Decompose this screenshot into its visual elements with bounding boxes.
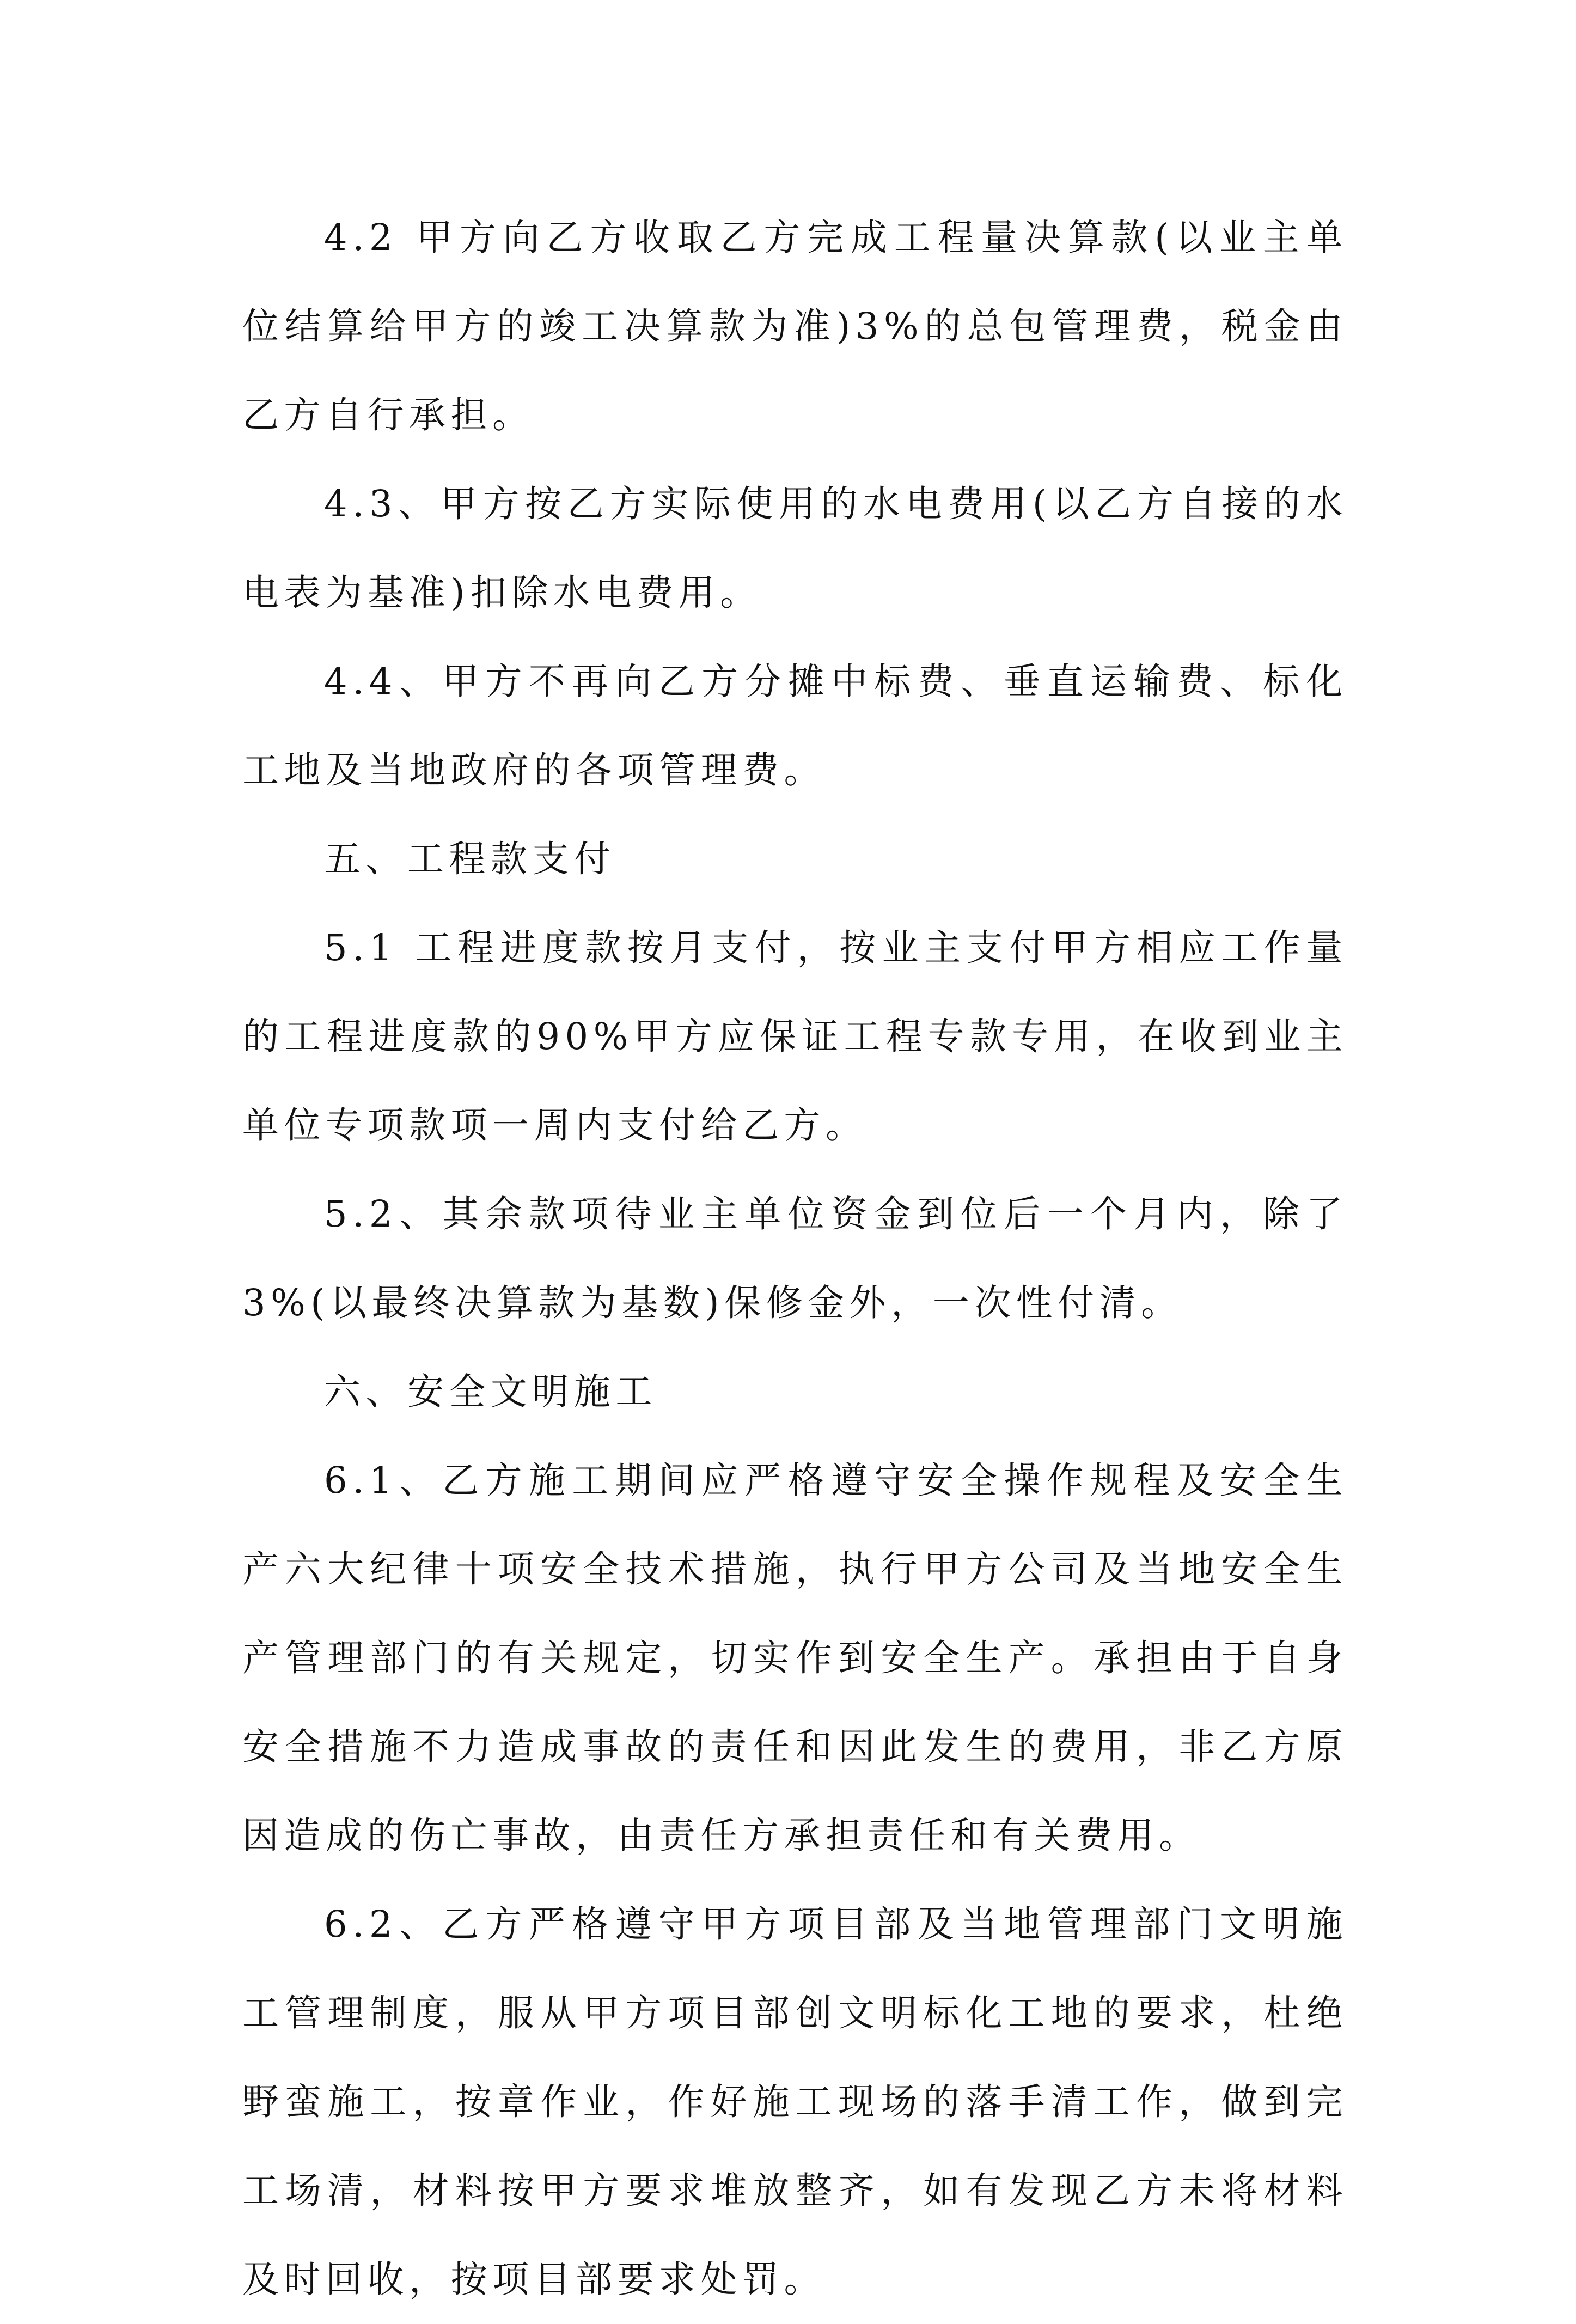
document-body bbox=[242, 193, 1348, 2324]
clause-6-1: 6.1、乙方施工期间应严格遵守安全操作规程及安全生产六大纪律十项安全技术措施，执行甲方公司及当地安全生产管理部门的有关规定，切实作到安全生产。承担由于自身安全措施不力造成事故的责任和因此发生的费用，非乙方原因造成的伤亡事故，由责任方承担责任和有关费用。 bbox=[242, 1459, 1348, 1857]
clause-5-1: 5.1 工程进度款按月支付，按业主支付甲方相应工作量的工程进度款的90%甲方应保证工程专款专用，在收到业主单位专项款项一周内支付给乙方。 bbox=[242, 926, 1348, 1146]
clause-6-2: 6.2、乙方严格遵守甲方项目部及当地管理部门文明施工管理制度，服从甲方项目部创文明标化工地的要求，杜绝野蛮施工，按章作业，作好施工现场的落手清工作，做到完工场清，材料按甲方要求堆放整齐，如有发现乙方未将材料及时回收，按项目部要求处罚。 bbox=[242, 1903, 1348, 2301]
clause-4-2: 4.2 甲方向乙方收取乙方完成工程量决算款(以业主单位结算给甲方的竣工决算款为准)3%的总包管理费，税金由乙方自行承担。 bbox=[242, 216, 1348, 436]
section-heading-safety: 六、安全文明施工 bbox=[324, 1370, 657, 1413]
clause-5-2: 5.2、其余款项待业主单位资金到位后一个月内，除了3%(以最终决算款为基数)保修金外，一次性付清。 bbox=[242, 1193, 1348, 1324]
clause-4-4: 4.4、甲方不再向乙方分摊中标费、垂直运输费、标化工地及当地政府的各项管理费。 bbox=[242, 660, 1348, 791]
section-heading-payment: 五、工程款支付 bbox=[324, 838, 616, 880]
clause-4-3: 4.3、甲方按乙方实际使用的水电费用(以乙方自接的水电表为基准)扣除水电费用。 bbox=[242, 483, 1348, 614]
